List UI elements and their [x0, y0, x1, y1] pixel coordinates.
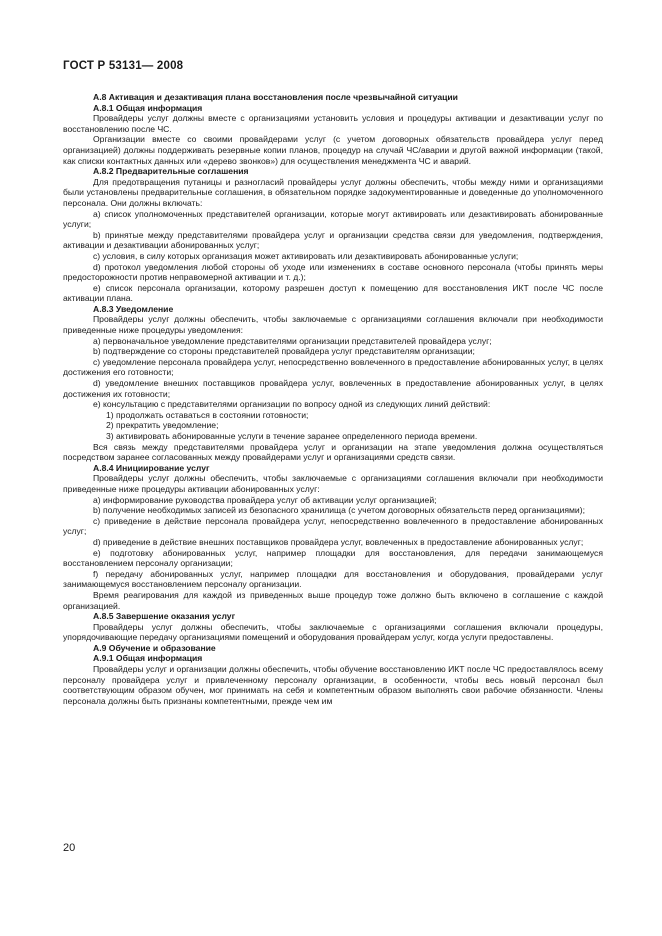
paragraph: е) консультацию с представителями организации по вопросу одной из следующих линий действий:	[93, 399, 491, 410]
paragraph: f) передачу абонированных услуг, например площадки для восстановления и оборудования, провайдерами услуг занимающемуся восстановлением персоналу организации.	[63, 568, 603, 590]
paragraph: Вся связь между представителями провайдера услуг и организации на этапе уведомления должна осуществляться посредством заранее согласованных между провайдерами услуг и организациями средств связи.	[63, 441, 603, 463]
paragraph: с) уведомление персонала провайдера услуг, непосредственно вовлеченного в предоставление абонированных услуг, в целях достижения его готовности;	[63, 356, 603, 378]
paragraph: с) условия, в силу которых организация может активировать или дезактивировать абонированные услуги;	[93, 250, 519, 261]
page-number: 20	[63, 842, 76, 854]
section-heading: А.8 Активация и дезактивация плана восстановления после чрезвычайной ситуации	[93, 92, 458, 102]
paragraph: Провайдеры услуг должны обеспечить, чтобы заключаемые с организациями соглашения включали при необходимости приведенные ниже процедуры активации абонированных услуг:	[63, 473, 603, 494]
paragraph: Время реагирования для каждой из приведенных выше процедур тоже должно быть включено в соглашение с каждой организацией.	[63, 589, 603, 611]
section-heading: А.8.5 Завершение оказания услуг	[93, 611, 236, 622]
paragraph: Провайдеры услуг должны вместе с организациями установить условия и процедуры активации и дезактивации услуг по восстановлению после ЧС.	[63, 113, 603, 134]
paragraph: Организации вместе со своими провайдерами услуг (с учетом договорных обязательств провайдера услуг перед организацией) должны поддерживать резервные копии планов, процедур на случай ЧС/аварии и другой важной информации (такой, как списки контактных данных или «дерево звонков») для осуществления менеджмента ЧС и аварий.	[63, 134, 603, 166]
paragraph: с) приведение в действие персонала провайдера услуг, непосредственно вовлеченного в предоставление абонированных услуг;	[63, 515, 603, 537]
document-body	[63, 92, 603, 706]
section-heading: А.9 Обучение и образование	[93, 642, 216, 653]
section-heading: А.8.4 Инициирование услуг	[93, 462, 210, 473]
section-heading: А.9.1 Общая информация	[93, 653, 203, 664]
paragraph: Провайдеры услуг должны обеспечить, чтобы заключаемые с организациями соглашения включали процедуры, упорядочивающие передачу организациями помещений и оборудования провайдерам услуг, когда услуги предоставлены.	[63, 621, 603, 643]
section-heading: А.8.2 Предварительные соглашения	[93, 166, 249, 177]
paragraph: е) подготовку абонированных услуг, например площадки для восстановления, для передачи занимающемуся восстановлением персоналу организации;	[63, 547, 603, 569]
paragraph: b) получение необходимых записей из безопасного хранилища (с учетом договорных обязательств перед организациями);	[93, 505, 585, 516]
paragraph: b) принятые между представителями провайдера услуг и организации средства связи для уведомления, подтверждения, активации и дезактивации абонированных услуг;	[63, 229, 603, 251]
sub-list-item: 3) активировать абонированные услуги в течение заранее определенного периода времени.	[106, 431, 478, 441]
section-heading: А.8.3 Уведомление	[93, 303, 174, 314]
paragraph: d) протокол уведомления любой стороны об уходе или изменениях в составе основного персонала (чтобы принять меры предосторожности против неправомерной активации и т. д.);	[63, 261, 603, 283]
section-heading: А.8.1 Общая информация	[93, 102, 203, 113]
paragraph: d) приведение в действие внешних поставщиков провайдера услуг, вовлеченных в предоставление абонированных услуг;	[93, 536, 584, 547]
paragraph: d) уведомление внешних поставщиков провайдера услуг, вовлеченных в предоставление абонированных услуг, в целях достижения их готовности;	[63, 378, 603, 399]
paragraph: b) подтверждение со стороны представителей провайдера услуг представителям организации;	[93, 346, 475, 357]
paragraph: а) список уполномоченных представителей организации, которые могут активировать или дезактивировать абонированные услуги;	[63, 208, 603, 230]
paragraph: а) информирование руководства провайдера услуг об активации услуг организацией;	[93, 494, 437, 505]
paragraph: Для предотвращения путаницы и разногласий провайдеры услуг должны обеспечить, чтобы между ними и организациями были установлены предварительные соглашения, в обязательном порядке задокументированные и доведенные до уполномоченного персонала. Они должны включать:	[63, 176, 603, 208]
paragraph: е) список персонала организации, которому разрешен доступ к помещению для восстановления ИКТ после ЧС после активации плана.	[63, 282, 603, 304]
paragraph: Провайдеры услуг и организации должны обеспечить, чтобы обучение восстановлению ИКТ после ЧС предоставлялось всему персоналу провайдера услуг и привлеченному персоналу организации, в особенности, чтобы весь новый персонал был соответствующим образом обучен, мог принимать на себя и компетентным образом выполнять свои рабочие обязанности. Члены персонала должны быть признаны компетентными, прежде чем им	[63, 664, 603, 706]
paragraph: а) первоначальное уведомление представителями организации представителей провайдера услуг;	[93, 335, 492, 346]
document-header: ГОСТ Р 53131— 2008	[63, 60, 184, 72]
paragraph: Провайдеры услуг должны обеспечить, чтобы заключаемые с организациями соглашения включали при необходимости приведенные ниже процедуры уведомления:	[63, 314, 603, 336]
sub-list-item: 2) прекратить уведомление;	[106, 420, 219, 431]
sub-list-item: 1) продолжать оставаться в состоянии готовности;	[106, 409, 309, 420]
